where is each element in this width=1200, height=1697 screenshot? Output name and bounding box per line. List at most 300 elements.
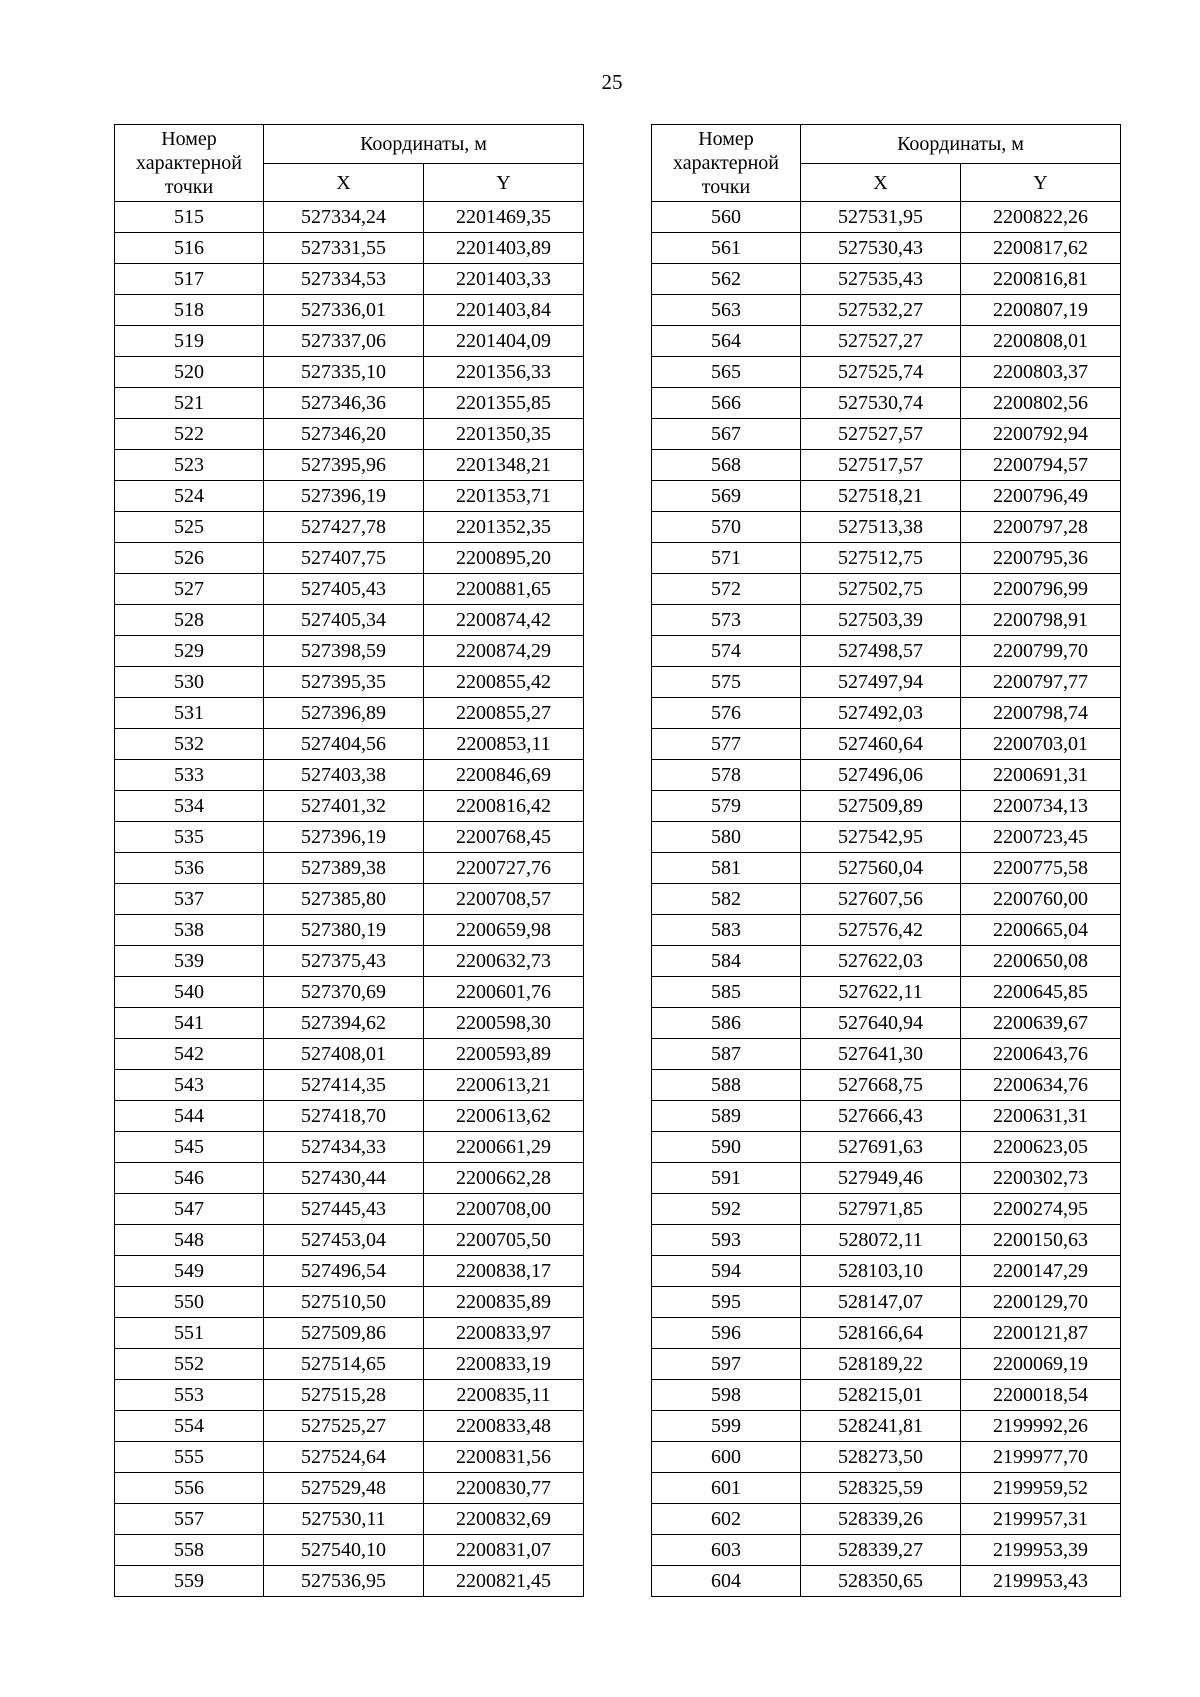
point-number-cell: 540 xyxy=(115,977,264,1008)
x-coordinate-cell: 527542,95 xyxy=(801,822,961,853)
point-number-cell: 554 xyxy=(115,1411,264,1442)
x-coordinate-cell: 528147,07 xyxy=(801,1287,961,1318)
x-coordinate-cell: 527405,34 xyxy=(264,605,424,636)
point-number-cell: 523 xyxy=(115,450,264,481)
point-number-cell: 538 xyxy=(115,915,264,946)
y-coordinate-cell: 2200150,63 xyxy=(961,1225,1121,1256)
y-coordinate-cell: 2200816,81 xyxy=(961,264,1121,295)
y-coordinate-cell: 2200645,85 xyxy=(961,977,1121,1008)
x-coordinate-cell: 527525,27 xyxy=(264,1411,424,1442)
y-coordinate-cell: 2200796,49 xyxy=(961,481,1121,512)
table-row xyxy=(652,977,1121,1008)
y-coordinate-cell: 2200734,13 xyxy=(961,791,1121,822)
point-number-cell: 593 xyxy=(652,1225,801,1256)
point-number-cell: 597 xyxy=(652,1349,801,1380)
table-row xyxy=(115,884,584,915)
point-number-cell: 515 xyxy=(115,202,264,233)
table-row xyxy=(115,1101,584,1132)
table-row xyxy=(115,1566,584,1597)
table-row xyxy=(115,481,584,512)
y-coordinate-cell: 2200830,77 xyxy=(424,1473,584,1504)
table-row xyxy=(652,791,1121,822)
x-coordinate-cell: 527691,63 xyxy=(801,1132,961,1163)
table-row xyxy=(652,605,1121,636)
y-coordinate-cell: 2200661,29 xyxy=(424,1132,584,1163)
x-coordinate-cell: 527560,04 xyxy=(801,853,961,884)
x-coordinate-cell: 528350,65 xyxy=(801,1566,961,1597)
table-row xyxy=(652,1101,1121,1132)
header-x: X xyxy=(801,164,961,202)
y-coordinate-cell: 2201404,09 xyxy=(424,326,584,357)
table-row xyxy=(115,1442,584,1473)
x-coordinate-cell: 528325,59 xyxy=(801,1473,961,1504)
table-row xyxy=(652,1287,1121,1318)
y-coordinate-cell: 2200802,56 xyxy=(961,388,1121,419)
x-coordinate-cell: 527408,01 xyxy=(264,1039,424,1070)
x-coordinate-cell: 527532,27 xyxy=(801,295,961,326)
table-body xyxy=(115,202,584,1597)
table-row xyxy=(115,1008,584,1039)
point-number-cell: 555 xyxy=(115,1442,264,1473)
x-coordinate-cell: 527396,19 xyxy=(264,481,424,512)
x-coordinate-cell: 528166,64 xyxy=(801,1318,961,1349)
y-coordinate-cell: 2199953,39 xyxy=(961,1535,1121,1566)
point-number-cell: 573 xyxy=(652,605,801,636)
y-coordinate-cell: 2201350,35 xyxy=(424,419,584,450)
table-row xyxy=(115,295,584,326)
x-coordinate-cell: 527460,64 xyxy=(801,729,961,760)
y-coordinate-cell: 2200691,31 xyxy=(961,760,1121,791)
table-row xyxy=(115,636,584,667)
x-coordinate-cell: 527540,10 xyxy=(264,1535,424,1566)
y-coordinate-cell: 2200634,76 xyxy=(961,1070,1121,1101)
x-coordinate-cell: 527527,27 xyxy=(801,326,961,357)
y-coordinate-cell: 2200794,57 xyxy=(961,450,1121,481)
x-coordinate-cell: 527334,53 xyxy=(264,264,424,295)
x-coordinate-cell: 527949,46 xyxy=(801,1163,961,1194)
x-coordinate-cell: 527414,35 xyxy=(264,1070,424,1101)
y-coordinate-cell: 2200895,20 xyxy=(424,543,584,574)
x-coordinate-cell: 527375,43 xyxy=(264,946,424,977)
table-row xyxy=(652,1318,1121,1349)
x-coordinate-cell: 527971,85 xyxy=(801,1194,961,1225)
y-coordinate-cell: 2200821,45 xyxy=(424,1566,584,1597)
table-row xyxy=(652,1163,1121,1194)
x-coordinate-cell: 527407,75 xyxy=(264,543,424,574)
header-y: Y xyxy=(961,164,1121,202)
table-row xyxy=(115,1163,584,1194)
table-row xyxy=(115,326,584,357)
x-coordinate-cell: 528339,26 xyxy=(801,1504,961,1535)
x-coordinate-cell: 527525,74 xyxy=(801,357,961,388)
y-coordinate-cell: 2200822,26 xyxy=(961,202,1121,233)
point-number-cell: 532 xyxy=(115,729,264,760)
table-row xyxy=(652,202,1121,233)
y-coordinate-cell: 2200817,62 xyxy=(961,233,1121,264)
x-coordinate-cell: 527668,75 xyxy=(801,1070,961,1101)
table-row xyxy=(652,760,1121,791)
x-coordinate-cell: 527524,64 xyxy=(264,1442,424,1473)
table-row xyxy=(115,1194,584,1225)
point-number-cell: 539 xyxy=(115,946,264,977)
y-coordinate-cell: 2200302,73 xyxy=(961,1163,1121,1194)
x-coordinate-cell: 527535,43 xyxy=(801,264,961,295)
point-number-cell: 571 xyxy=(652,543,801,574)
y-coordinate-cell: 2200803,37 xyxy=(961,357,1121,388)
point-number-cell: 518 xyxy=(115,295,264,326)
x-coordinate-cell: 527530,43 xyxy=(801,233,961,264)
x-coordinate-cell: 527380,19 xyxy=(264,915,424,946)
x-coordinate-cell: 528273,50 xyxy=(801,1442,961,1473)
y-coordinate-cell: 2200855,27 xyxy=(424,698,584,729)
point-number-cell: 546 xyxy=(115,1163,264,1194)
point-number-cell: 568 xyxy=(652,450,801,481)
table-row xyxy=(115,915,584,946)
x-coordinate-cell: 527503,39 xyxy=(801,605,961,636)
x-coordinate-cell: 527404,56 xyxy=(264,729,424,760)
x-coordinate-cell: 527502,75 xyxy=(801,574,961,605)
x-coordinate-cell: 527385,80 xyxy=(264,884,424,915)
x-coordinate-cell: 527509,89 xyxy=(801,791,961,822)
point-number-cell: 574 xyxy=(652,636,801,667)
table-row xyxy=(115,233,584,264)
y-coordinate-cell: 2200659,98 xyxy=(424,915,584,946)
table-row xyxy=(652,1039,1121,1070)
table-row xyxy=(652,1411,1121,1442)
point-number-cell: 580 xyxy=(652,822,801,853)
x-coordinate-cell: 527346,20 xyxy=(264,419,424,450)
table-row xyxy=(115,1132,584,1163)
table-row xyxy=(115,791,584,822)
x-coordinate-cell: 527641,30 xyxy=(801,1039,961,1070)
y-coordinate-cell: 2200639,67 xyxy=(961,1008,1121,1039)
x-coordinate-cell: 527515,28 xyxy=(264,1380,424,1411)
point-number-cell: 529 xyxy=(115,636,264,667)
point-number-cell: 596 xyxy=(652,1318,801,1349)
y-coordinate-cell: 2200593,89 xyxy=(424,1039,584,1070)
point-number-cell: 547 xyxy=(115,1194,264,1225)
x-coordinate-cell: 527430,44 xyxy=(264,1163,424,1194)
table-row xyxy=(115,1349,584,1380)
x-coordinate-cell: 527395,96 xyxy=(264,450,424,481)
table-row xyxy=(115,760,584,791)
table-row xyxy=(652,512,1121,543)
table-row xyxy=(115,202,584,233)
point-number-cell: 536 xyxy=(115,853,264,884)
point-number-cell: 579 xyxy=(652,791,801,822)
point-number-cell: 527 xyxy=(115,574,264,605)
x-coordinate-cell: 527510,50 xyxy=(264,1287,424,1318)
y-coordinate-cell: 2199957,31 xyxy=(961,1504,1121,1535)
x-coordinate-cell: 527622,11 xyxy=(801,977,961,1008)
table-row xyxy=(115,357,584,388)
point-number-cell: 519 xyxy=(115,326,264,357)
point-number-cell: 524 xyxy=(115,481,264,512)
table-row xyxy=(652,481,1121,512)
x-coordinate-cell: 527331,55 xyxy=(264,233,424,264)
y-coordinate-cell: 2200846,69 xyxy=(424,760,584,791)
table-row xyxy=(115,605,584,636)
coordinates-table-left xyxy=(114,124,584,1597)
table-row xyxy=(652,729,1121,760)
table-row xyxy=(652,419,1121,450)
table-row xyxy=(115,1225,584,1256)
y-coordinate-cell: 2200705,50 xyxy=(424,1225,584,1256)
point-number-cell: 570 xyxy=(652,512,801,543)
y-coordinate-cell: 2200833,97 xyxy=(424,1318,584,1349)
point-number-cell: 589 xyxy=(652,1101,801,1132)
x-coordinate-cell: 527517,57 xyxy=(801,450,961,481)
point-number-cell: 528 xyxy=(115,605,264,636)
point-number-cell: 535 xyxy=(115,822,264,853)
point-number-cell: 598 xyxy=(652,1380,801,1411)
y-coordinate-cell: 2201353,71 xyxy=(424,481,584,512)
y-coordinate-cell: 2200069,19 xyxy=(961,1349,1121,1380)
y-coordinate-cell: 2199977,70 xyxy=(961,1442,1121,1473)
table-row xyxy=(115,1380,584,1411)
y-coordinate-cell: 2200798,91 xyxy=(961,605,1121,636)
point-number-cell: 553 xyxy=(115,1380,264,1411)
table-row xyxy=(652,667,1121,698)
x-coordinate-cell: 527496,54 xyxy=(264,1256,424,1287)
x-coordinate-cell: 527403,38 xyxy=(264,760,424,791)
y-coordinate-cell: 2200853,11 xyxy=(424,729,584,760)
table-row xyxy=(115,698,584,729)
header-y: Y xyxy=(424,164,584,202)
y-coordinate-cell: 2200631,31 xyxy=(961,1101,1121,1132)
y-coordinate-cell: 2200874,29 xyxy=(424,636,584,667)
y-coordinate-cell: 2200121,87 xyxy=(961,1318,1121,1349)
x-coordinate-cell: 527530,74 xyxy=(801,388,961,419)
point-number-cell: 520 xyxy=(115,357,264,388)
point-number-cell: 550 xyxy=(115,1287,264,1318)
y-coordinate-cell: 2201352,35 xyxy=(424,512,584,543)
y-coordinate-cell: 2200665,04 xyxy=(961,915,1121,946)
y-coordinate-cell: 2200799,70 xyxy=(961,636,1121,667)
point-number-cell: 600 xyxy=(652,1442,801,1473)
x-coordinate-cell: 527496,06 xyxy=(801,760,961,791)
y-coordinate-cell: 2200833,19 xyxy=(424,1349,584,1380)
point-number-cell: 526 xyxy=(115,543,264,574)
point-number-cell: 604 xyxy=(652,1566,801,1597)
x-coordinate-cell: 527514,65 xyxy=(264,1349,424,1380)
table-row xyxy=(652,1473,1121,1504)
point-number-cell: 530 xyxy=(115,667,264,698)
point-number-cell: 591 xyxy=(652,1163,801,1194)
table-row xyxy=(652,1132,1121,1163)
point-number-cell: 584 xyxy=(652,946,801,977)
y-coordinate-cell: 2201403,89 xyxy=(424,233,584,264)
table-row xyxy=(652,388,1121,419)
x-coordinate-cell: 527395,35 xyxy=(264,667,424,698)
table-row xyxy=(652,1256,1121,1287)
table-row xyxy=(652,1008,1121,1039)
x-coordinate-cell: 528072,11 xyxy=(801,1225,961,1256)
y-coordinate-cell: 2200807,19 xyxy=(961,295,1121,326)
table-row xyxy=(115,1473,584,1504)
x-coordinate-cell: 528241,81 xyxy=(801,1411,961,1442)
point-number-cell: 595 xyxy=(652,1287,801,1318)
table-row xyxy=(652,543,1121,574)
table-row xyxy=(652,1225,1121,1256)
point-number-cell: 576 xyxy=(652,698,801,729)
y-coordinate-cell: 2200833,48 xyxy=(424,1411,584,1442)
table-row xyxy=(115,574,584,605)
point-number-cell: 586 xyxy=(652,1008,801,1039)
x-coordinate-cell: 528189,22 xyxy=(801,1349,961,1380)
point-number-cell: 566 xyxy=(652,388,801,419)
y-coordinate-cell: 2200831,56 xyxy=(424,1442,584,1473)
x-coordinate-cell: 527453,04 xyxy=(264,1225,424,1256)
x-coordinate-cell: 527418,70 xyxy=(264,1101,424,1132)
point-number-cell: 541 xyxy=(115,1008,264,1039)
point-number-cell: 544 xyxy=(115,1101,264,1132)
point-number-cell: 556 xyxy=(115,1473,264,1504)
y-coordinate-cell: 2200643,76 xyxy=(961,1039,1121,1070)
point-number-cell: 537 xyxy=(115,884,264,915)
y-coordinate-cell: 2200832,69 xyxy=(424,1504,584,1535)
table-row xyxy=(652,1349,1121,1380)
table-row xyxy=(115,1411,584,1442)
point-number-cell: 559 xyxy=(115,1566,264,1597)
point-number-cell: 557 xyxy=(115,1504,264,1535)
table-row xyxy=(115,388,584,419)
table-row xyxy=(115,450,584,481)
point-number-cell: 531 xyxy=(115,698,264,729)
y-coordinate-cell: 2200623,05 xyxy=(961,1132,1121,1163)
table-row xyxy=(115,543,584,574)
point-number-cell: 560 xyxy=(652,202,801,233)
x-coordinate-cell: 527498,57 xyxy=(801,636,961,667)
x-coordinate-cell: 527336,01 xyxy=(264,295,424,326)
table-row xyxy=(652,326,1121,357)
table-row xyxy=(652,1504,1121,1535)
table-row xyxy=(115,729,584,760)
table-row xyxy=(652,357,1121,388)
point-number-cell: 585 xyxy=(652,977,801,1008)
x-coordinate-cell: 527518,21 xyxy=(801,481,961,512)
point-number-cell: 564 xyxy=(652,326,801,357)
point-number-cell: 552 xyxy=(115,1349,264,1380)
y-coordinate-cell: 2200662,28 xyxy=(424,1163,584,1194)
table-row xyxy=(115,264,584,295)
header-coordinates: Координаты, м xyxy=(264,125,584,164)
y-coordinate-cell: 2200831,07 xyxy=(424,1535,584,1566)
table-row xyxy=(115,1318,584,1349)
x-coordinate-cell: 527398,59 xyxy=(264,636,424,667)
point-number-cell: 543 xyxy=(115,1070,264,1101)
point-number-cell: 601 xyxy=(652,1473,801,1504)
y-coordinate-cell: 2200808,01 xyxy=(961,326,1121,357)
y-coordinate-cell: 2200147,29 xyxy=(961,1256,1121,1287)
x-coordinate-cell: 527527,57 xyxy=(801,419,961,450)
table-row xyxy=(115,419,584,450)
table-row xyxy=(652,1535,1121,1566)
table-row xyxy=(652,636,1121,667)
y-coordinate-cell: 2200775,58 xyxy=(961,853,1121,884)
table-row xyxy=(115,512,584,543)
point-number-cell: 565 xyxy=(652,357,801,388)
table-row xyxy=(652,574,1121,605)
x-coordinate-cell: 527492,03 xyxy=(801,698,961,729)
x-coordinate-cell: 527529,48 xyxy=(264,1473,424,1504)
table-row xyxy=(115,946,584,977)
x-coordinate-cell: 527497,94 xyxy=(801,667,961,698)
x-coordinate-cell: 527666,43 xyxy=(801,1101,961,1132)
x-coordinate-cell: 528339,27 xyxy=(801,1535,961,1566)
y-coordinate-cell: 2200727,76 xyxy=(424,853,584,884)
y-coordinate-cell: 2201469,35 xyxy=(424,202,584,233)
x-coordinate-cell: 527536,95 xyxy=(264,1566,424,1597)
header-point-number: Номер характерной точки xyxy=(652,125,801,202)
table-row xyxy=(652,884,1121,915)
table-row xyxy=(652,822,1121,853)
y-coordinate-cell: 2199992,26 xyxy=(961,1411,1121,1442)
x-coordinate-cell: 527530,11 xyxy=(264,1504,424,1535)
point-number-cell: 599 xyxy=(652,1411,801,1442)
table-row xyxy=(115,667,584,698)
y-coordinate-cell: 2200598,30 xyxy=(424,1008,584,1039)
point-number-cell: 558 xyxy=(115,1535,264,1566)
table-row xyxy=(652,264,1121,295)
point-number-cell: 542 xyxy=(115,1039,264,1070)
point-number-cell: 563 xyxy=(652,295,801,326)
table-row xyxy=(115,1039,584,1070)
point-number-cell: 525 xyxy=(115,512,264,543)
point-number-cell: 549 xyxy=(115,1256,264,1287)
point-number-cell: 583 xyxy=(652,915,801,946)
y-coordinate-cell: 2200650,08 xyxy=(961,946,1121,977)
table-row xyxy=(652,233,1121,264)
y-coordinate-cell: 2200613,21 xyxy=(424,1070,584,1101)
y-coordinate-cell: 2199959,52 xyxy=(961,1473,1121,1504)
point-number-cell: 567 xyxy=(652,419,801,450)
y-coordinate-cell: 2200796,99 xyxy=(961,574,1121,605)
x-coordinate-cell: 527394,62 xyxy=(264,1008,424,1039)
x-coordinate-cell: 527405,43 xyxy=(264,574,424,605)
x-coordinate-cell: 527445,43 xyxy=(264,1194,424,1225)
y-coordinate-cell: 2201403,84 xyxy=(424,295,584,326)
x-coordinate-cell: 527396,89 xyxy=(264,698,424,729)
y-coordinate-cell: 2200760,00 xyxy=(961,884,1121,915)
y-coordinate-cell: 2201348,21 xyxy=(424,450,584,481)
y-coordinate-cell: 2200855,42 xyxy=(424,667,584,698)
table-row xyxy=(115,853,584,884)
x-coordinate-cell: 527427,78 xyxy=(264,512,424,543)
point-number-cell: 545 xyxy=(115,1132,264,1163)
x-coordinate-cell: 527640,94 xyxy=(801,1008,961,1039)
y-coordinate-cell: 2200874,42 xyxy=(424,605,584,636)
x-coordinate-cell: 527509,86 xyxy=(264,1318,424,1349)
x-coordinate-cell: 527622,03 xyxy=(801,946,961,977)
point-number-cell: 562 xyxy=(652,264,801,295)
point-number-cell: 581 xyxy=(652,853,801,884)
point-number-cell: 517 xyxy=(115,264,264,295)
y-coordinate-cell: 2200881,65 xyxy=(424,574,584,605)
table-row xyxy=(115,977,584,1008)
x-coordinate-cell: 527576,42 xyxy=(801,915,961,946)
table-row xyxy=(652,698,1121,729)
point-number-cell: 572 xyxy=(652,574,801,605)
x-coordinate-cell: 528103,10 xyxy=(801,1256,961,1287)
table-row xyxy=(652,1380,1121,1411)
y-coordinate-cell: 2200797,77 xyxy=(961,667,1121,698)
point-number-cell: 602 xyxy=(652,1504,801,1535)
y-coordinate-cell: 2200613,62 xyxy=(424,1101,584,1132)
table-row xyxy=(115,822,584,853)
table-row xyxy=(652,1070,1121,1101)
table-row xyxy=(652,1194,1121,1225)
